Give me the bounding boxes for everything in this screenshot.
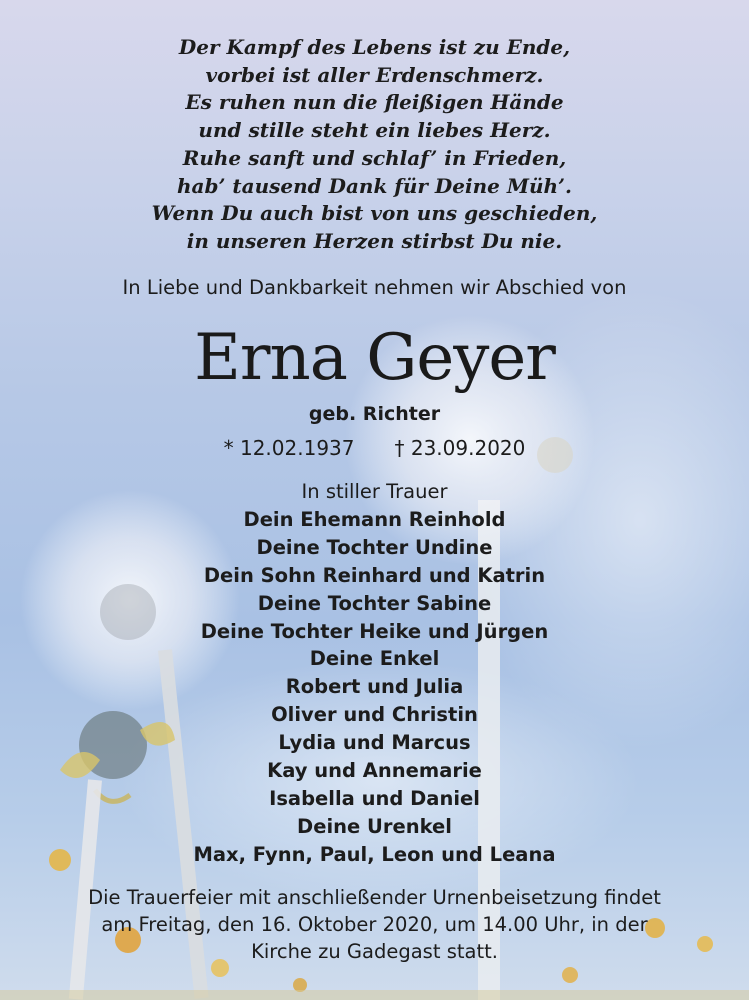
poem-line: und stille steht ein liebes Herz. (198, 118, 551, 143)
list-item: Kay und Annemarie (267, 759, 482, 783)
farewell-intro: In Liebe und Dankbarkeit nehmen wir Abschied von (122, 276, 627, 299)
poem-line: Wenn Du auch bist von uns geschieden, (151, 201, 598, 226)
list-item: Deine Tochter Undine (256, 535, 493, 559)
mourners-list (0, 478, 749, 869)
funeral-line: Kirche zu Gadegast statt. (251, 940, 498, 963)
list-item: Dein Sohn Reinhard und Katrin (203, 563, 546, 587)
poem-line: hab’ tausend Dank für Deine Müh’. (177, 173, 572, 198)
poem-line: Es ruhen nun die fleißigen Hände (185, 90, 564, 115)
list-item: Isabella und Daniel (269, 786, 480, 810)
deceased-name: Erna Geyer (194, 321, 555, 395)
mourners-lead: In stiller Trauer (301, 480, 448, 503)
poem-line: Ruhe sanft und schlaf’ in Frieden, (182, 145, 567, 170)
list-item: Max, Fynn, Paul, Leon und Leana (193, 842, 556, 866)
poem-line: in unseren Herzen stirbst Du nie. (186, 228, 563, 253)
poem (0, 34, 749, 256)
list-item: Robert und Julia (285, 675, 464, 699)
list-item: Deine Enkel (309, 647, 440, 671)
list-item: Deine Tochter Heike und Jürgen (200, 619, 549, 643)
list-item: Deine Urenkel (297, 814, 452, 838)
funeral-info (0, 884, 749, 965)
life-dates (0, 436, 749, 460)
list-item: Dein Ehemann Reinhold (243, 507, 506, 531)
poem-line: vorbei ist aller Erdenschmerz. (205, 62, 544, 87)
list-item: Lydia und Marcus (278, 731, 471, 755)
list-item: Deine Tochter Sabine (257, 591, 492, 615)
poem-line: Der Kampf des Lebens ist zu Ende, (178, 35, 571, 59)
funeral-line: Die Trauerfeier mit anschließender Urnenbeisetzung findet (88, 886, 661, 909)
list-item: Oliver und Christin (271, 703, 478, 727)
birth-date: * 12.02.1937 (223, 436, 355, 460)
death-date: † 23.09.2020 (394, 436, 526, 460)
funeral-line: am Freitag, den 16. Oktober 2020, um 14.00 Uhr, in der (101, 913, 648, 936)
maiden-name: geb. Richter (308, 403, 441, 425)
